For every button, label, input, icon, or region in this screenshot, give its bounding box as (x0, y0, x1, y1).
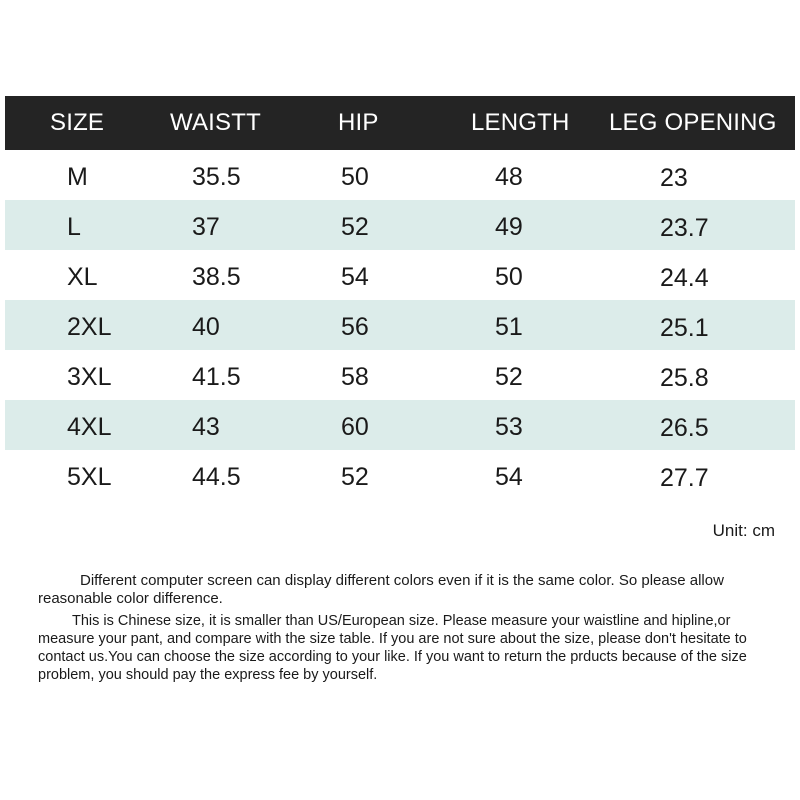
cell-hip: 58 (341, 363, 369, 391)
header-leg-opening: LEG OPENING (609, 109, 777, 136)
cell-hip: 54 (341, 263, 369, 291)
cell-size: XL (67, 263, 98, 291)
cell-size: 3XL (67, 363, 112, 391)
cell-hip: 52 (341, 213, 369, 241)
cell-length: 53 (495, 413, 523, 441)
unit-note: Unit: cm (712, 521, 775, 540)
cell-waist: 43 (192, 413, 220, 441)
notes (38, 572, 783, 688)
cell-leg-opening: 24.4 (660, 264, 709, 292)
cell-size: 2XL (67, 313, 112, 341)
cell-waist: 38.5 (192, 263, 241, 291)
table-row (5, 300, 795, 350)
cell-length: 54 (495, 463, 523, 491)
header-hip: HIP (338, 109, 379, 136)
table-row (5, 450, 795, 500)
size-notice: This is Chinese size, it is smaller than US/European size. Please measure your waistline and hipline,or measure your pant, and compare with the size table. If you are not sure about the size, please don't hesitate to contact us.You can choose the size according to your like. If you want to return the prducts because of the size problem, you should pay the express fee by yourself. (38, 613, 747, 683)
color-notice: Different computer screen can display different colors even if it is the same color. So please allow reasonable color difference. (38, 572, 724, 607)
cell-length: 50 (495, 263, 523, 291)
cell-length: 49 (495, 213, 523, 241)
header-size: SIZE (50, 109, 105, 136)
cell-leg-opening: 23 (660, 164, 688, 192)
table-row (5, 150, 795, 200)
cell-hip: 50 (341, 163, 369, 191)
table-row (5, 250, 795, 300)
cell-size: M (67, 163, 88, 191)
cell-waist: 44.5 (192, 463, 241, 491)
table-row (5, 200, 795, 250)
cell-size: 5XL (67, 463, 112, 491)
cell-length: 52 (495, 363, 523, 391)
cell-hip: 60 (341, 413, 369, 441)
cell-leg-opening: 27.7 (660, 464, 709, 492)
cell-leg-opening: 23.7 (660, 214, 709, 242)
table-header (5, 96, 795, 150)
cell-leg-opening: 25.8 (660, 364, 709, 392)
cell-hip: 52 (341, 463, 369, 491)
cell-hip: 56 (341, 313, 369, 341)
table-row (5, 400, 795, 450)
cell-leg-opening: 26.5 (660, 414, 709, 442)
cell-size: 4XL (67, 413, 112, 441)
cell-waist: 40 (192, 313, 220, 341)
cell-waist: 41.5 (192, 363, 241, 391)
cell-length: 48 (495, 163, 523, 191)
header-waist: WAISTT (170, 109, 261, 136)
size-table (5, 96, 795, 500)
cell-size: L (67, 213, 81, 241)
cell-waist: 37 (192, 213, 220, 241)
cell-waist: 35.5 (192, 163, 241, 191)
header-length: LENGTH (471, 109, 570, 136)
cell-length: 51 (495, 313, 523, 341)
cell-leg-opening: 25.1 (660, 314, 709, 342)
table-row (5, 350, 795, 400)
